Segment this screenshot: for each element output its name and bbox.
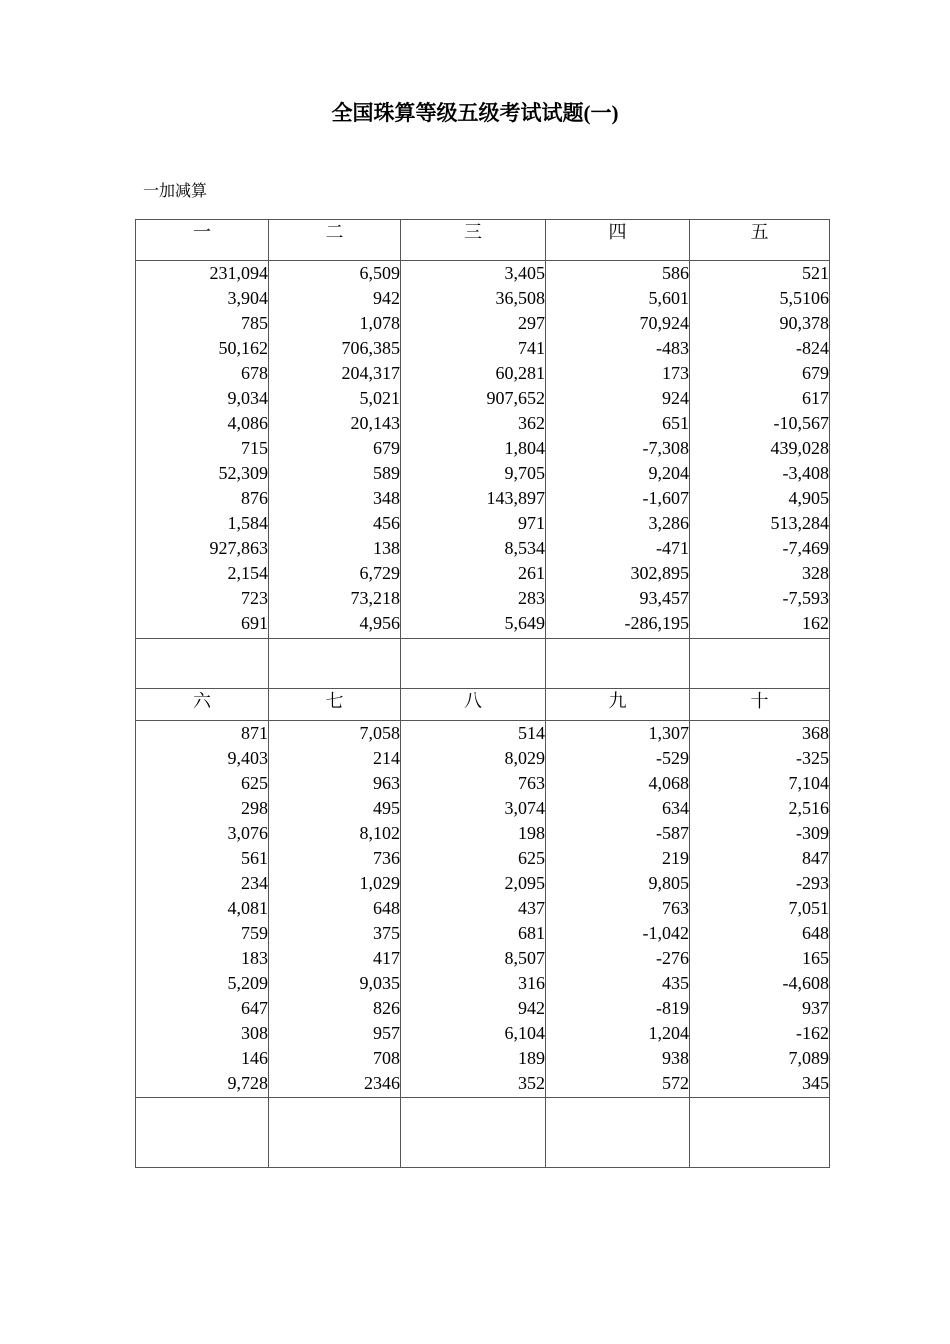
number-cell: 8,507 (504, 948, 545, 968)
number-cell: 5,021 (359, 388, 400, 408)
number-cell: 283 (518, 588, 545, 608)
number-cell: 231,094 (209, 263, 268, 283)
number-cell: 7,051 (788, 898, 829, 918)
number-cell: 308 (241, 1023, 268, 1043)
number-cell: -7,308 (642, 438, 689, 458)
header-row-1 (136, 220, 830, 261)
number-cell: 942 (373, 288, 400, 308)
number-cell: 348 (373, 488, 400, 508)
number-cell: 2346 (364, 1073, 400, 1093)
number-column (401, 721, 546, 1098)
number-cell: -276 (656, 948, 689, 968)
number-cell: -293 (796, 873, 829, 893)
number-cell: 634 (662, 798, 689, 818)
number-cell: 52,309 (218, 463, 268, 483)
number-cell: 234 (241, 873, 268, 893)
number-cell: 513,284 (770, 513, 829, 533)
number-cell: 9,705 (504, 463, 545, 483)
number-cell: 165 (802, 948, 829, 968)
number-cell: 93,457 (639, 588, 689, 608)
number-cell: 6,729 (359, 563, 400, 583)
number-cell: -819 (656, 998, 689, 1018)
number-cell: -309 (796, 823, 829, 843)
number-cell: 4,086 (227, 413, 268, 433)
number-cell: 4,905 (788, 488, 829, 508)
number-cell: 8,102 (359, 823, 400, 843)
number-cell: 617 (802, 388, 829, 408)
number-cell: 9,034 (227, 388, 268, 408)
number-column (690, 261, 830, 639)
number-cell: 5,601 (648, 288, 689, 308)
number-cell: 9,805 (648, 873, 689, 893)
number-cell: 5,649 (504, 613, 545, 633)
answer-cell[interactable] (269, 639, 401, 689)
number-cell: 183 (241, 948, 268, 968)
number-cell: -587 (656, 823, 689, 843)
column-header: 三 (401, 220, 546, 261)
number-cell: 50,162 (218, 338, 268, 358)
number-cell: 4,068 (648, 773, 689, 793)
number-cell: 651 (662, 413, 689, 433)
number-cell: 876 (241, 488, 268, 508)
number-cell: 298 (241, 798, 268, 818)
answer-cell[interactable] (690, 1098, 830, 1168)
number-cell: 826 (373, 998, 400, 1018)
answer-cell[interactable] (401, 639, 546, 689)
number-cell: 456 (373, 513, 400, 533)
number-cell: 942 (518, 998, 545, 1018)
number-cell: 204,317 (341, 363, 400, 383)
number-cell: 625 (518, 848, 545, 868)
number-cell: 219 (662, 848, 689, 868)
number-cell: 561 (241, 848, 268, 868)
number-cell: 572 (662, 1073, 689, 1093)
number-cell: 708 (373, 1048, 400, 1068)
number-cell: -1,607 (642, 488, 689, 508)
number-cell: 927,863 (209, 538, 268, 558)
number-cell: 706,385 (341, 338, 400, 358)
number-cell: 6,104 (504, 1023, 545, 1043)
number-cell: 4,081 (227, 898, 268, 918)
number-cell: 625 (241, 773, 268, 793)
number-cell: 8,029 (504, 748, 545, 768)
number-cell: 871 (241, 723, 268, 743)
number-cell: 417 (373, 948, 400, 968)
number-cell: 328 (802, 563, 829, 583)
numbers-row-1 (136, 261, 830, 639)
number-cell: 3,074 (504, 798, 545, 818)
column-header: 十 (690, 689, 830, 721)
number-cell: 963 (373, 773, 400, 793)
answer-cell[interactable] (546, 1098, 690, 1168)
number-cell: 971 (518, 513, 545, 533)
column-header: 九 (546, 689, 690, 721)
answer-cell[interactable] (269, 1098, 401, 1168)
number-cell: 741 (518, 338, 545, 358)
number-cell: 723 (241, 588, 268, 608)
number-cell: 90,378 (779, 313, 829, 333)
number-cell: 189 (518, 1048, 545, 1068)
number-cell: 957 (373, 1023, 400, 1043)
column-header: 六 (136, 689, 269, 721)
column-header: 一 (136, 220, 269, 261)
number-cell: -529 (656, 748, 689, 768)
number-cell: 146 (241, 1048, 268, 1068)
number-cell: 3,076 (227, 823, 268, 843)
number-cell: 261 (518, 563, 545, 583)
number-cell: 937 (802, 998, 829, 1018)
number-cell: -325 (796, 748, 829, 768)
answer-cell[interactable] (136, 639, 269, 689)
column-header: 七 (269, 689, 401, 721)
number-cell: 3,405 (504, 263, 545, 283)
column-header: 二 (269, 220, 401, 261)
number-cell: 589 (373, 463, 400, 483)
answer-row-1 (136, 639, 830, 689)
number-cell: 70,924 (639, 313, 689, 333)
column-header: 四 (546, 220, 690, 261)
number-cell: -471 (656, 538, 689, 558)
number-cell: 495 (373, 798, 400, 818)
number-cell: 302,895 (630, 563, 689, 583)
number-cell: 3,904 (227, 288, 268, 308)
number-cell: 4,956 (359, 613, 400, 633)
number-cell: 439,028 (770, 438, 829, 458)
number-column (401, 261, 546, 639)
number-cell: 214 (373, 748, 400, 768)
number-cell: 647 (241, 998, 268, 1018)
number-column (269, 721, 401, 1098)
number-cell: 352 (518, 1073, 545, 1093)
number-cell: -483 (656, 338, 689, 358)
number-column (690, 721, 830, 1098)
number-cell: -1,042 (642, 923, 689, 943)
number-cell: 3,286 (648, 513, 689, 533)
number-cell: 648 (802, 923, 829, 943)
number-cell: 143,897 (486, 488, 545, 508)
number-cell: 162 (802, 613, 829, 633)
number-cell: 759 (241, 923, 268, 943)
number-cell: 2,154 (227, 563, 268, 583)
number-cell: 8,534 (504, 538, 545, 558)
number-cell: 763 (518, 773, 545, 793)
number-cell: 847 (802, 848, 829, 868)
number-cell: 2,516 (788, 798, 829, 818)
number-cell: 1,029 (359, 873, 400, 893)
number-cell: 362 (518, 413, 545, 433)
number-cell: 316 (518, 973, 545, 993)
number-cell: 763 (662, 898, 689, 918)
number-cell: 1,204 (648, 1023, 689, 1043)
number-cell: 437 (518, 898, 545, 918)
number-column (136, 261, 269, 639)
number-cell: 679 (373, 438, 400, 458)
number-cell: 345 (802, 1073, 829, 1093)
number-cell: 297 (518, 313, 545, 333)
number-cell: 375 (373, 923, 400, 943)
answer-cell[interactable] (546, 639, 690, 689)
number-cell: 9,204 (648, 463, 689, 483)
number-cell: 938 (662, 1048, 689, 1068)
number-cell: -824 (796, 338, 829, 358)
number-cell: 681 (518, 923, 545, 943)
number-cell: 73,218 (350, 588, 400, 608)
answer-row-2 (136, 1098, 830, 1168)
number-cell: 1,804 (504, 438, 545, 458)
column-header: 八 (401, 689, 546, 721)
number-cell: 785 (241, 313, 268, 333)
number-cell: 60,281 (495, 363, 545, 383)
number-cell: 586 (662, 263, 689, 283)
answer-cell[interactable] (690, 639, 830, 689)
number-cell: -162 (796, 1023, 829, 1043)
number-cell: 2,095 (504, 873, 545, 893)
number-cell: 691 (241, 613, 268, 633)
number-cell: 1,584 (227, 513, 268, 533)
answer-cell[interactable] (136, 1098, 269, 1168)
number-cell: 20,143 (350, 413, 400, 433)
number-cell: 678 (241, 363, 268, 383)
number-cell: 435 (662, 973, 689, 993)
page-title: 全国珠算等级五级考试试题(一) (331, 101, 619, 125)
number-cell: 9,403 (227, 748, 268, 768)
number-cell: -10,567 (773, 413, 829, 433)
number-cell: 9,035 (359, 973, 400, 993)
number-cell: 36,508 (495, 288, 545, 308)
number-cell: 7,089 (788, 1048, 829, 1068)
number-cell: 7,058 (359, 723, 400, 743)
number-cell: 1,307 (648, 723, 689, 743)
number-cell: 514 (518, 723, 545, 743)
number-cell: 1,078 (359, 313, 400, 333)
number-cell: -3,408 (782, 463, 829, 483)
number-cell: -4,608 (782, 973, 829, 993)
number-cell: 9,728 (227, 1073, 268, 1093)
answer-cell[interactable] (401, 1098, 546, 1168)
header-row-2 (136, 689, 830, 721)
number-cell: 715 (241, 438, 268, 458)
number-cell: -7,593 (782, 588, 829, 608)
number-column (546, 261, 690, 639)
number-cell: 368 (802, 723, 829, 743)
number-cell: 173 (662, 363, 689, 383)
number-cell: 7,104 (788, 773, 829, 793)
number-cell: 6,509 (359, 263, 400, 283)
number-cell: 736 (373, 848, 400, 868)
number-cell: 907,652 (486, 388, 545, 408)
number-cell: 5,5106 (779, 288, 829, 308)
section-label: 一加减算 (143, 183, 208, 200)
number-cell: 924 (662, 388, 689, 408)
number-cell: 5,209 (227, 973, 268, 993)
number-column (269, 261, 401, 639)
number-column (546, 721, 690, 1098)
number-cell: -286,195 (624, 613, 689, 633)
column-header: 五 (690, 220, 830, 261)
number-cell: -7,469 (782, 538, 829, 558)
number-cell: 648 (373, 898, 400, 918)
number-cell: 679 (802, 363, 829, 383)
number-column (136, 721, 269, 1098)
numbers-row-2 (136, 721, 830, 1098)
number-cell: 138 (373, 538, 400, 558)
exam-table (135, 219, 830, 1168)
number-cell: 521 (802, 263, 829, 283)
number-cell: 198 (518, 823, 545, 843)
